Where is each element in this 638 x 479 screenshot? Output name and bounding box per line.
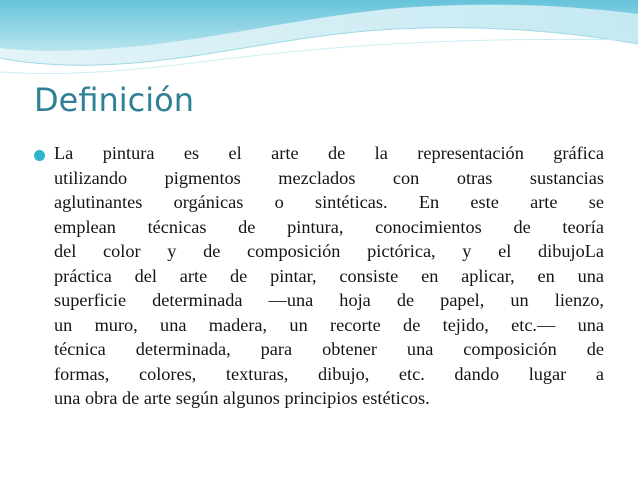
bullet-text-line: La pintura es el arte de la representación gráfica xyxy=(54,143,604,163)
bullet-text-line: del color y de composición pictórica, y el dibujoLa xyxy=(54,241,604,261)
bullet-text-line: práctica del arte de pintar, consiste en aplicar, en una xyxy=(54,265,604,286)
slide-title: Definición xyxy=(34,81,194,119)
bullet-text-line: formas, colores, texturas, dibujo, etc. dando lugar a xyxy=(54,363,604,384)
bullet-marker-icon xyxy=(34,150,45,161)
bullet-text-line: emplean técnicas de pintura, conocimientos de teoría xyxy=(54,216,604,237)
bullet-text-line: técnica determinada, para obtener una composición de xyxy=(54,339,604,359)
bullet-text-line: utilizando pigmentos mezclados con otras sustancias xyxy=(54,167,604,188)
bullet-text-line: superficie determinada —una hoja de papel, un lienzo, xyxy=(54,290,604,310)
bullet-text-line: un muro, una madera, un recorte de tejido, etc.— una xyxy=(54,314,604,335)
header-wave-decoration xyxy=(0,0,638,80)
bullet-text-line: aglutinantes orgánicas o sintéticas. En este arte se xyxy=(54,192,604,212)
bullet-text xyxy=(54,141,604,411)
bullet-text-line: una obra de arte según algunos principios estéticos. xyxy=(54,388,430,408)
